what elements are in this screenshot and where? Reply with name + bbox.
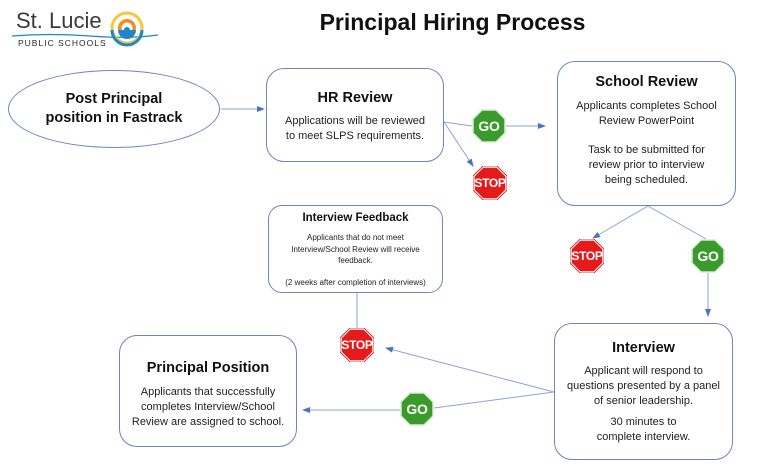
sign-label: STOP: [341, 338, 373, 352]
node-description: Applicants completes School Review PowerPoint: [576, 100, 717, 127]
node-note: (2 weeks after completion of interviews): [285, 277, 426, 287]
node-title: Interview: [612, 340, 675, 356]
stop-sign-icon: [340, 328, 374, 362]
node-interview: [554, 323, 733, 460]
node-title: Post Principal position in Fastrack: [45, 91, 183, 126]
node-title: School Review: [595, 74, 698, 90]
node-principal-position: [119, 335, 297, 447]
sign-label: STOP: [571, 249, 603, 263]
sign-label: STOP: [474, 176, 506, 190]
node-note: 30 minutes to complete interview.: [596, 416, 691, 443]
go-sign-icon: [472, 109, 506, 143]
sign-label: GO: [478, 118, 500, 134]
logo-name: St. Lucie: [16, 8, 102, 33]
node-title: Principal Position: [146, 360, 270, 376]
node-hr-review: [266, 68, 444, 162]
sign-label: GO: [697, 248, 719, 264]
stop-sign-icon: [570, 239, 604, 273]
node-description: Applicants that do not meet Interview/School Review will receive feedback.: [291, 233, 420, 265]
node-description: Task to be submitted for review prior to interview being scheduled.: [588, 144, 705, 186]
stop-sign-icon: [473, 166, 507, 200]
sun-logo-icon: [110, 11, 144, 47]
logo-subtitle: PUBLIC SCHOOLS: [18, 38, 107, 48]
node-interview-feedback: [268, 205, 443, 293]
node-description: Applicant will respond to questions presented by a panel of senior leadership.: [567, 365, 720, 407]
node-title: HR Review: [317, 90, 393, 106]
node-post-principal-position: [8, 70, 220, 148]
node-description: Applicants that successfully completes Interview/School Review are assigned to school.: [131, 386, 285, 428]
go-sign-icon: [400, 392, 434, 426]
node-description: Applications will be reviewed to meet SLPS requirements.: [284, 115, 425, 142]
page-title: Principal Hiring Process: [319, 9, 586, 35]
go-sign-icon: [691, 239, 725, 273]
sign-label: GO: [406, 401, 428, 417]
node-title: Interview Feedback: [302, 212, 409, 224]
st-lucie-logo: [10, 8, 140, 50]
node-school-review: [557, 61, 736, 206]
